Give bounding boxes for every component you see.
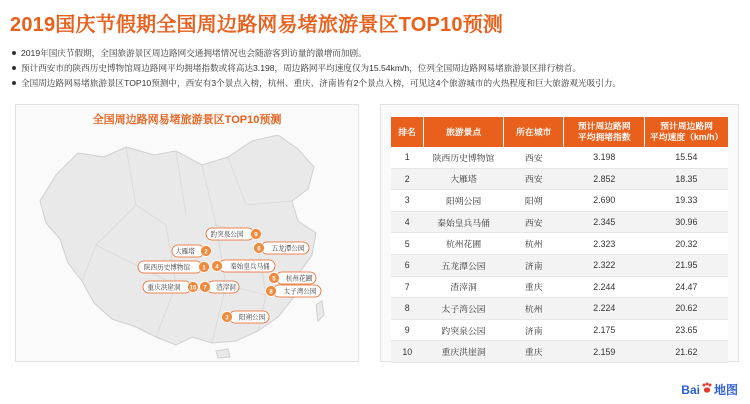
marker-label: 杭州花圃: [285, 275, 313, 283]
table-cell: 济南: [504, 254, 564, 276]
table-cell: 19.33: [645, 190, 728, 212]
table-cell: 五龙潭公园: [424, 254, 504, 276]
marker-rank: 3: [225, 314, 229, 322]
table-cell: 7: [391, 276, 424, 298]
table-row: [391, 276, 728, 298]
bullet-item: 全国周边路网易堵旅游景区TOP10预测中，西安有3个景点入榜，杭州、重庆、济南皆有2个景点入榜，可见这4个旅游城市的火热程度和巨大旅游观光吸引力。: [12, 76, 742, 91]
table-cell: 重庆: [504, 276, 564, 298]
table-cell: 2: [391, 168, 424, 190]
table-cell: 5: [391, 233, 424, 255]
table-cell: 1: [391, 147, 424, 168]
table-cell: 大雁塔: [424, 168, 504, 190]
marker-label: 陕西历史博物馆: [143, 264, 191, 272]
table-cell: 趵突泉公园: [424, 319, 504, 341]
marker-rank: 7: [203, 284, 207, 292]
table-cell: 西安: [504, 147, 564, 168]
hainan-island: [216, 349, 230, 358]
map-panel: [15, 104, 359, 362]
summary-bullets: [12, 46, 742, 91]
table-cell: 2.224: [564, 298, 645, 320]
table-cell: 杭州花圃: [424, 233, 504, 255]
marker-label: 秦始皇兵马俑: [230, 263, 270, 271]
table-header-row: [391, 117, 728, 147]
table-cell: 2.690: [564, 190, 645, 212]
map-marker: [143, 281, 199, 293]
map-marker: [222, 311, 270, 323]
marker-label: 趵突泉公园: [210, 231, 244, 239]
map-title: 全国周边路网易堵旅游景区TOP10预测: [92, 114, 282, 126]
logo-text: 地图: [713, 383, 738, 397]
paw-icon: [701, 382, 713, 397]
marker-rank: 6: [257, 245, 261, 253]
map-marker: [266, 285, 322, 297]
baidu-map-logo: [681, 381, 738, 398]
marker-label: 大雁塔: [175, 248, 195, 256]
table-cell: 8: [391, 298, 424, 320]
table-cell: 阳朔公园: [424, 190, 504, 212]
table-cell: 渣滓洞: [424, 276, 504, 298]
table-cell: 西安: [504, 168, 564, 190]
map-marker: [138, 261, 210, 273]
table-cell: 20.32: [645, 233, 728, 255]
map-marker: [206, 228, 262, 240]
table-cell: 杭州: [504, 298, 564, 320]
table-cell: 20.62: [645, 298, 728, 320]
table-row: [391, 190, 728, 212]
table-row: [391, 233, 728, 255]
marker-rank: 1: [202, 264, 206, 272]
table-cell: 2.322: [564, 254, 645, 276]
marker-label: 阳朔公园: [238, 314, 266, 322]
table-cell: 23.65: [645, 319, 728, 341]
page-title: 2019国庆节假期全国周边路网易堵旅游景区TOP10预测: [10, 14, 504, 36]
bullet-item: 预计西安市的陕西历史博物馆周边路网平均拥堵指数或将高达3.198，周边路网平均速度仅为15.54km/h，位列全国周边路网易堵旅游景区排行榜首。: [12, 61, 742, 76]
map-marker: [212, 260, 276, 272]
table-row: [391, 254, 728, 276]
table-row: [391, 147, 728, 168]
table-body: [391, 147, 728, 362]
table-cell: 重庆洪崖洞: [424, 341, 504, 363]
table-cell: 杭州: [504, 233, 564, 255]
map-marker: [254, 242, 310, 254]
table-header-cell: 旅游景点: [424, 117, 504, 147]
table-cell: 30.96: [645, 211, 728, 233]
table-cell: 18.35: [645, 168, 728, 190]
table-cell: 秦始皇兵马俑: [424, 211, 504, 233]
table-cell: 2.244: [564, 276, 645, 298]
table-cell: 24.47: [645, 276, 728, 298]
china-map: [16, 105, 358, 361]
ranking-table: [391, 117, 728, 363]
table-cell: 6: [391, 254, 424, 276]
table-cell: 阳朔: [504, 190, 564, 212]
marker-label: 五龙潭公园: [271, 245, 305, 253]
table-cell: 2.323: [564, 233, 645, 255]
taiwan-island: [316, 301, 324, 321]
table-cell: 15.54: [645, 147, 728, 168]
marker-rank: 8: [269, 288, 273, 296]
table-cell: 21.62: [645, 341, 728, 363]
table-row: [391, 341, 728, 363]
table-row: [391, 211, 728, 233]
table-cell: 3.198: [564, 147, 645, 168]
ranking-table-panel: [380, 104, 739, 362]
map-marker: [172, 245, 212, 257]
table-cell: 太子湾公园: [424, 298, 504, 320]
table-cell: 21.95: [645, 254, 728, 276]
table-header-cell: 预计周边路网 平均拥堵指数: [564, 117, 645, 147]
table-cell: 重庆: [504, 341, 564, 363]
table-cell: 9: [391, 319, 424, 341]
table-row: [391, 319, 728, 341]
table-row: [391, 168, 728, 190]
marker-rank: 2: [204, 248, 208, 256]
marker-rank: 4: [215, 263, 219, 271]
logo-text: Bai: [681, 382, 700, 397]
marker-rank: 5: [272, 275, 276, 283]
marker-label: 重庆洪崖洞: [147, 284, 181, 292]
table-cell: 2.345: [564, 211, 645, 233]
marker-rank: 9: [254, 231, 258, 239]
marker-label: 渣滓洞: [216, 284, 236, 292]
map-marker: [200, 281, 240, 293]
table-header-cell: 所在城市: [504, 117, 564, 147]
table-cell: 4: [391, 211, 424, 233]
bullet-item: 2019年国庆节假期，全国旅游景区周边路网交通拥堵情况也会随游客到访量的激增而加剧。: [12, 46, 742, 61]
table-cell: 济南: [504, 319, 564, 341]
table-cell: 2.852: [564, 168, 645, 190]
table-cell: 陕西历史博物馆: [424, 147, 504, 168]
table-cell: 2.175: [564, 319, 645, 341]
marker-rank: 10: [189, 284, 197, 292]
marker-label: 太子湾公园: [283, 288, 317, 296]
table-header-cell: 排名: [391, 117, 424, 147]
table-row: [391, 298, 728, 320]
table-cell: 2.159: [564, 341, 645, 363]
table-cell: 西安: [504, 211, 564, 233]
map-marker: [269, 272, 317, 284]
china-outline: [40, 135, 316, 345]
table-cell: 3: [391, 190, 424, 212]
table-header-cell: 预计周边路网 平均速度（km/h）: [645, 117, 728, 147]
table-cell: 10: [391, 341, 424, 363]
